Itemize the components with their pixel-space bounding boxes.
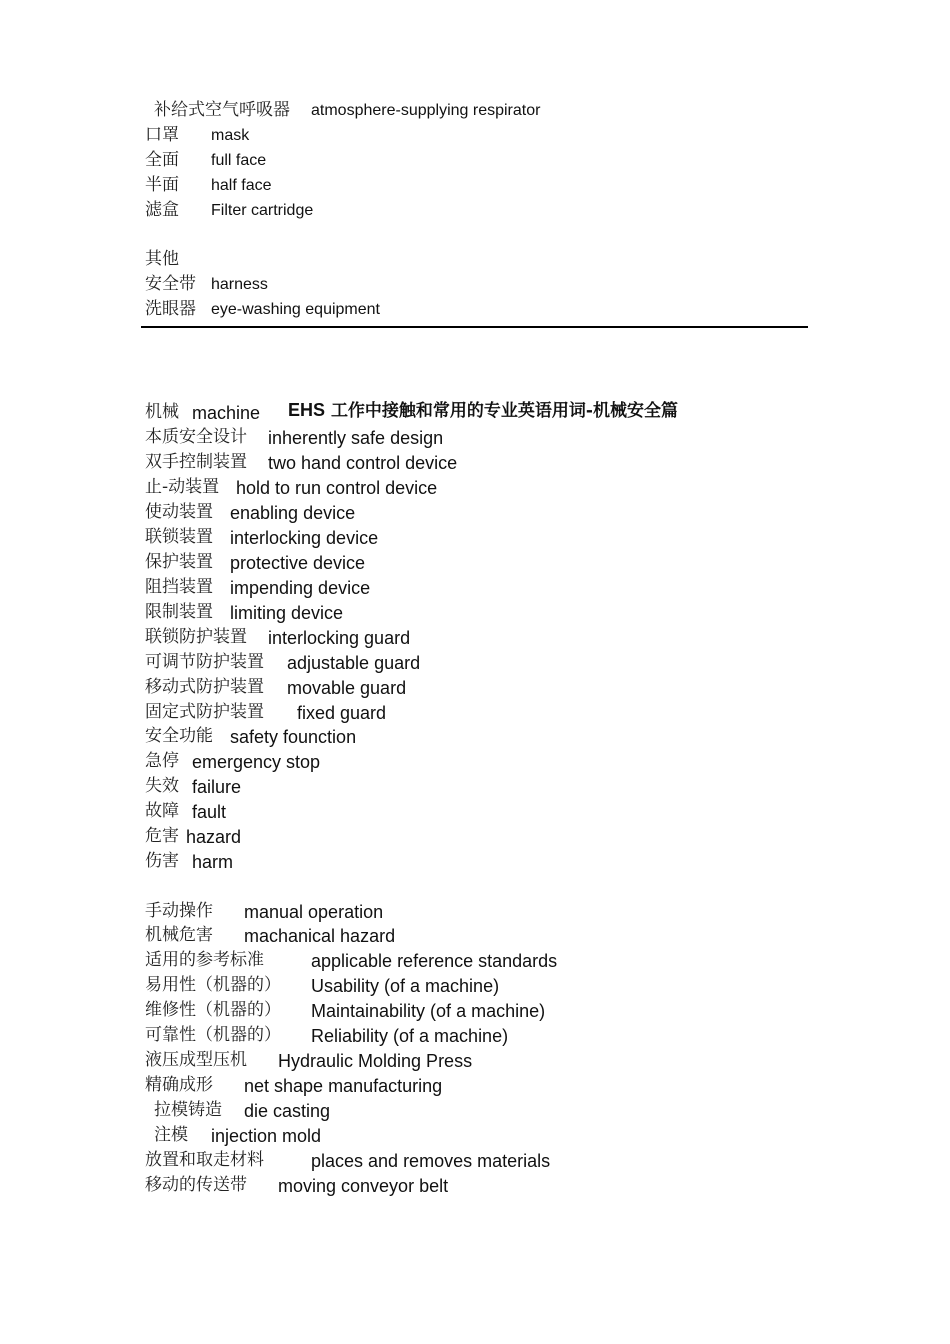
term-cn: 补给式空气呼吸器 <box>154 100 290 120</box>
term-en: enabling device <box>230 503 356 523</box>
term-cn: 注模 <box>154 1125 188 1145</box>
term-en: die casting <box>244 1101 331 1121</box>
term-cn: 易用性（机器的） <box>145 975 281 995</box>
term-cn: 故障 <box>145 801 179 821</box>
term-cn: 联锁装置 <box>145 527 213 547</box>
other-heading: 其他 <box>145 249 179 269</box>
term-en: two hand control device <box>268 453 458 473</box>
term-en: places and removes materials <box>311 1151 551 1171</box>
term-en: Usability (of a machine) <box>311 976 500 996</box>
term-cn: 全面 <box>145 150 179 170</box>
term-en: machanical hazard <box>244 926 396 946</box>
term-cn: 手动操作 <box>145 901 213 921</box>
term-en: safety founction <box>230 727 357 747</box>
term-en: mask <box>211 127 250 144</box>
term-cn: 机械 <box>145 402 179 422</box>
term-cn: 安全功能 <box>145 726 213 746</box>
term-cn: 机械危害 <box>145 925 213 945</box>
term-cn: 联锁防护装置 <box>145 627 247 647</box>
term-cn: 放置和取走材料 <box>145 1150 264 1170</box>
term-cn: 移动式防护装置 <box>145 677 264 697</box>
term-en: manual operation <box>244 902 384 922</box>
term-en: movable guard <box>287 678 407 698</box>
term-en: full face <box>211 152 267 169</box>
term-cn: 固定式防护装置 <box>145 702 264 722</box>
term-en: limiting device <box>230 603 344 623</box>
term-en: eye-washing equipment <box>211 301 380 318</box>
term-cn: 伤害 <box>145 851 179 871</box>
term-cn: 限制装置 <box>145 602 213 622</box>
term-en: atmosphere-supplying respirator <box>311 102 541 119</box>
term-cn: 精确成形 <box>145 1075 213 1095</box>
term-cn: 口罩 <box>145 125 179 145</box>
term-cn: 危害 <box>145 826 179 846</box>
term-en: half face <box>211 177 272 194</box>
title-cn: 工作中接触和常用的专业英语用词-机械安全篇 <box>330 401 678 421</box>
term-en: fixed guard <box>297 703 387 723</box>
term-en: failure <box>192 777 242 797</box>
term-cn: 止-动装置 <box>145 477 220 497</box>
term-cn: 可调节防护装置 <box>145 652 264 672</box>
page-title <box>0 378 950 439</box>
term-en: inherently safe design <box>268 428 444 448</box>
term-cn: 拉模铸造 <box>154 1100 222 1120</box>
term-en: injection mold <box>211 1126 322 1146</box>
term-cn: 安全带 <box>145 274 196 294</box>
term-en: fault <box>192 802 227 822</box>
term-cn: 本质安全设计 <box>145 427 247 447</box>
term-en: adjustable guard <box>287 653 421 673</box>
section-divider <box>141 326 808 328</box>
term-en: Hydraulic Molding Press <box>278 1051 473 1071</box>
term-cn: 双手控制装置 <box>145 452 247 472</box>
term-cn: 阻挡装置 <box>145 577 213 597</box>
term-en: impending device <box>230 578 371 598</box>
term-en: machine <box>192 403 261 423</box>
term-en: emergency stop <box>192 752 321 772</box>
title-en: EHS <box>288 400 326 420</box>
term-en: moving conveyor belt <box>278 1176 449 1196</box>
term-cn: 可靠性（机器的） <box>145 1025 281 1045</box>
term-en: net shape manufacturing <box>244 1076 443 1096</box>
term-cn: 急停 <box>145 751 179 771</box>
term-cn: 适用的参考标准 <box>145 950 264 970</box>
term-en: harm <box>192 852 234 872</box>
term-cn: 滤盒 <box>145 200 179 220</box>
term-cn: 保护装置 <box>145 552 213 572</box>
term-cn: 使动装置 <box>145 502 213 522</box>
term-cn: 失效 <box>145 776 179 796</box>
term-en: Filter cartridge <box>211 202 314 219</box>
term-cn: 洗眼器 <box>145 299 196 319</box>
term-en: Maintainability (of a machine) <box>311 1001 546 1021</box>
term-en: hazard <box>186 827 242 847</box>
term-en: interlocking device <box>230 528 379 548</box>
term-cn: 半面 <box>145 175 179 195</box>
term-cn: 维修性（机器的） <box>145 1000 281 1020</box>
term-en: hold to run control device <box>236 478 438 498</box>
term-en: applicable reference standards <box>311 951 558 971</box>
term-en: harness <box>211 276 268 293</box>
term-cn: 移动的传送带 <box>145 1175 247 1195</box>
term-en: Reliability (of a machine) <box>311 1026 509 1046</box>
term-cn: 液压成型压机 <box>145 1050 247 1070</box>
term-en: interlocking guard <box>268 628 411 648</box>
term-en: protective device <box>230 553 366 573</box>
